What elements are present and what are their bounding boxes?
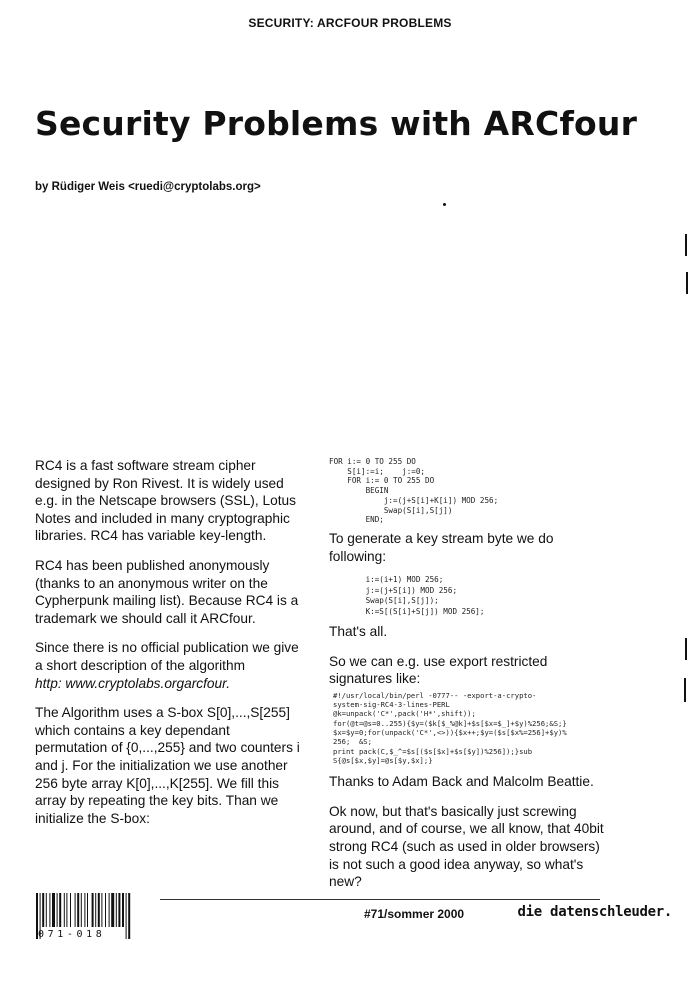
paragraph-text: Since there is no official publication we give a short description of the algorithm: [35, 640, 299, 673]
paragraph: RC4 is a fast software stream cipher designed by Ron Rivest. It is widely used e.g. in the Netscape browsers (SSL), Lotus Notes and included in many cryptographic libraries. RC4 has variable key-length.: [35, 458, 296, 544]
issue-label: #71/sommer 2000: [364, 907, 465, 921]
paragraph: To generate a key stream byte we do following:: [329, 530, 554, 564]
right-column: [329, 457, 607, 903]
margin-mark: [686, 272, 688, 294]
left-column: [35, 457, 303, 839]
paragraph: That's all.: [329, 624, 388, 640]
magazine-name: die datenschleuder.: [517, 904, 672, 920]
code-perl-signature: #!/usr/local/bin/perl -0777-- -export-a-crypto- system-sig-RC4-3-lines-PERL @k=unpack('C*',pack('H*',shift)); for(@t=@s=0..255){$y=($k[$_%@k]+$s[$x=$_]+$y)%256;&S;} $x=$y=0;for(unpack('C*',<>)){$x++;$y=($s[$x%=256]+$y)% 256; &S; print pack(C,$_^=$s[($s[$x]+$s[$y])%256]);}sub S{@s[$x,$y]=@s[$y,$x];}: [333, 690, 567, 765]
paragraph: The Algorithm uses a S-box S[0],...,S[255] which contains a key dependant permutation of {0,...,255} and two counters i and j. For the initialization we use another 256 byte array K[0],...,K[255]. We fill this array by repeating the key bits. Than we initialize the S-box:: [35, 705, 300, 826]
footer-rule: [160, 899, 600, 900]
barcode-digits: 071-018: [38, 929, 106, 940]
code-key-stream: i:=(i+1) MOD 256; j:=(j+S[i]) MOD 256; Swap(S[i],S[j]); K:=S[(S[i]+S[j]) MOD 256];: [365, 575, 485, 616]
paragraph: Thanks to Adam Back and Malcolm Beattie.: [329, 774, 594, 790]
margin-mark: [685, 234, 687, 256]
margin-mark: [685, 638, 687, 660]
code-sbox-init: FOR i:= 0 TO 255 DO S[i]:=i; j:=0; FOR i:= 0 TO 255 DO BEGIN j:=(j+S[i]+K[i]) MOD 256; Swap(S[i],S[j]) END;: [329, 457, 499, 525]
running-head: SECURITY: ARCFOUR PROBLEMS: [248, 16, 452, 30]
margin-mark: [684, 678, 686, 702]
article-title: Security Problems with ARCfour: [35, 104, 638, 143]
scan-speck: [443, 203, 446, 206]
paragraph: [35, 639, 303, 692]
paragraph: Ok now, but that's basically just screwing around, and of course, we all know, that 40bit strong RC4 (such as used in older browsers) is not such a good idea anyway, so what's new?: [329, 803, 604, 890]
algorithm-url: http: www.cryptolabs.orgarcfour.: [35, 675, 230, 691]
paragraph: So we can e.g. use export restricted signatures like:: [329, 653, 548, 687]
paragraph: RC4 has been published anonymously (thanks to an anonymous writer on the Cypherpunk mailing list). Because RC4 is a trademark we should call it ARCfour.: [35, 557, 299, 626]
byline: by Rüdiger Weis <ruedi@cryptolabs.org>: [35, 181, 261, 193]
